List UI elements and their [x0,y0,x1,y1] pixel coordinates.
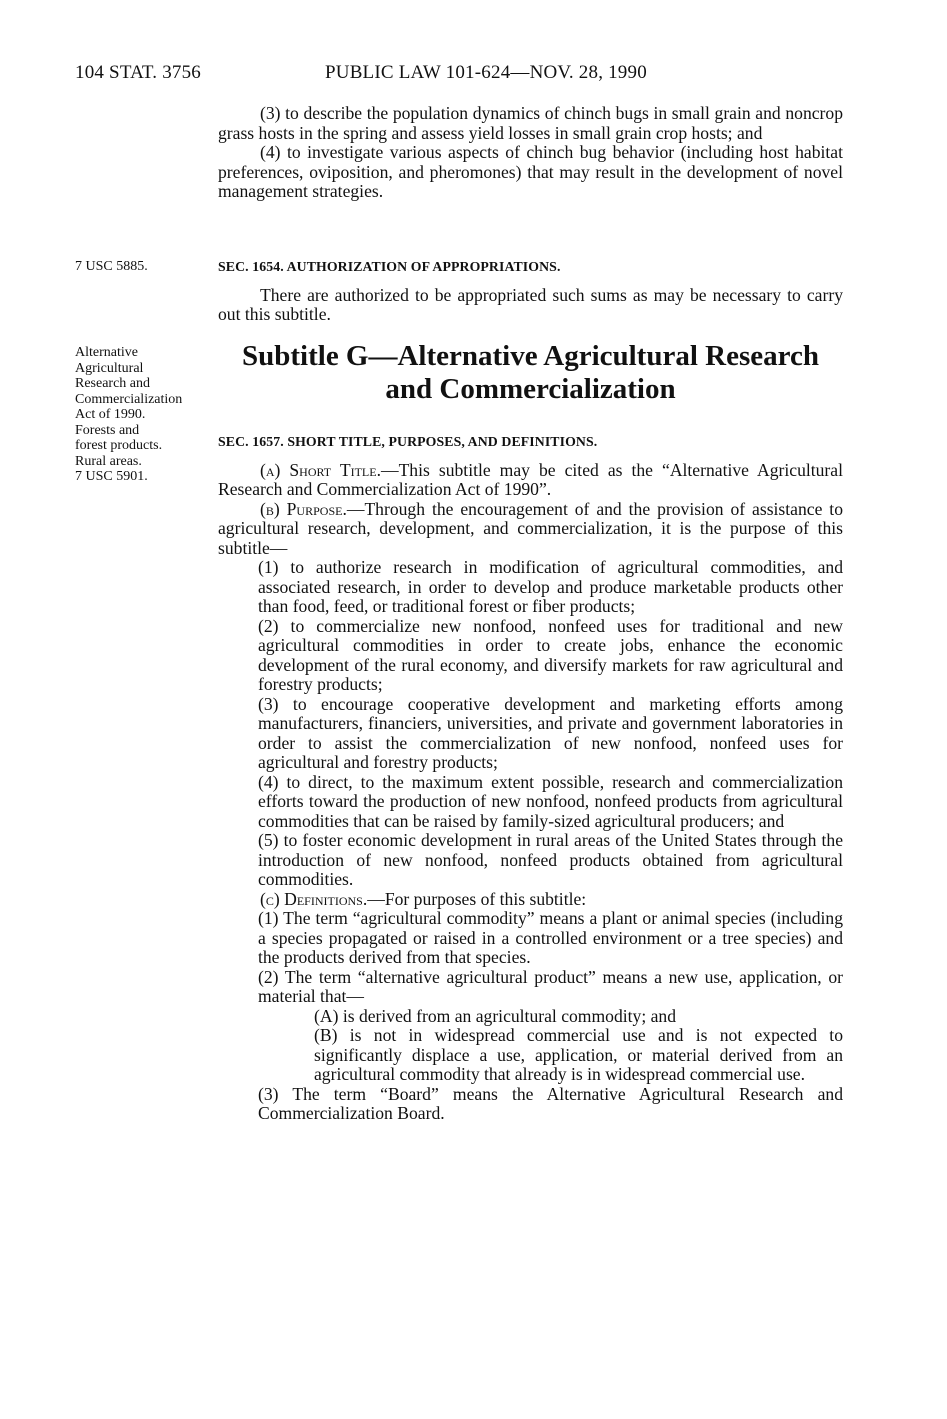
section-1657 [218,432,843,1124]
margin-note-line: forest products. [75,438,163,453]
subtitle-line-2: and Commercialization [385,373,676,405]
subsection-c [218,890,843,910]
subtitle-heading [218,340,843,406]
purpose-item-2: (2) to commercialize new nonfood, nonfeed uses for traditional and new agricultural commodities in order to create jobs, enhance the economic development of the rural economy, and diversify markets for raw agricultural and forestry products; [258,615,843,694]
purpose-item-1: (1) to authorize research in modification of agricultural commodities, and associated research, in order to develop and produce marketable products other than food, feed, or traditional forest or fiber products; [258,557,843,616]
margin-note-line: Research and [75,376,151,391]
definition-1: (1) The term “agricultural commodity” means a plant or animal species (including a species propagated or raised in a controlled environment or a tree species) and the products derived from that species. [258,908,843,967]
purpose-item-4: (4) to direct, to the maximum extent possible, research and commercialization efforts toward the production of new nonfood, nonfeed products from agricultural commodities that can be raised by family-sized agricultural producers; and [258,771,843,831]
margin-note-line: Rural areas. [75,453,142,469]
margin-note-usc-5885: 7 USC 5885. [75,259,148,274]
subsection-b-label: (b) Purpose. [260,498,347,519]
margin-note-line: Commercialization [75,391,183,407]
definition-3: (3) The term “Board” means the Alternative Agricultural Research and Commercialization Board. [258,1083,843,1123]
definition-2-A: (A) is derived from an agricultural commodity; and [314,1005,677,1026]
subsection-a [218,461,843,500]
subtitle-line-1: Subtitle G—Alternative Agricultural Research [242,340,819,372]
subsection-c-text: —For purposes of this subtitle: [367,888,587,909]
definition-2: (2) The term “alternative agricultural product” means a new use, application, or material that— [258,966,843,1006]
section-1654 [218,257,843,325]
subsection-c-label: (c) Definitions. [260,888,368,909]
definition-2-B: (B) is not in widespread commercial use and is not expected to significantly displace a use, application, or material derived from an agricultural commodity that already is in widespread commercial use. [314,1025,843,1084]
margin-note-line: Agricultural [75,360,144,376]
subsection-a-label: (a) Short Title. [260,459,381,480]
margin-note-line: Act of 1990. [75,407,146,422]
subsection-a-text: —This subtitle may be cited as the “Alternative Agricultural Research and Commercialization Act of 1990”. [218,459,843,499]
paragraph-item-3: (3) to describe the population dynamics of chinch bugs in small grain and noncrop grass hosts in the spring and assess yield losses in small grain crop hosts; and [218,103,843,143]
purpose-item-3: (3) to encourage cooperative development and marketing efforts among manufacturers, financiers, universities, and private and government laboratories in order to assist the commercialization of new nonfood, nonfeed uses for agricultural and forestry products; [258,693,843,772]
margin-note-act-reference [75,345,182,485]
section-1654-heading: SEC. 1654. AUTHORIZATION OF APPROPRIATIONS. [218,259,561,274]
margin-note-line: 7 USC 5901. [75,469,148,484]
subsection-b-text: —Through the encouragement of and the provision of assistance to agricultural research, development, and commercialization, it is the purpose of this subtitle— [218,498,843,558]
margin-note-line: Alternative [75,345,138,360]
running-head: PUBLIC LAW 101-624—NOV. 28, 1990 [325,62,647,83]
continuation-block [218,104,843,202]
margin-note-line: Forests and [75,422,140,438]
section-1657-heading: SEC. 1657. SHORT TITLE, PURPOSES, AND DEFINITIONS. [218,434,598,449]
subsection-b [218,500,843,559]
page-number: 104 STAT. 3756 [75,62,202,83]
paragraph-item-4: (4) to investigate various aspects of chinch bug behavior (including host habitat preferences, oviposition, and pheromones) that may result in the development of novel management strategies. [218,142,843,201]
purpose-item-5: (5) to foster economic development in rural areas of the United States through the introduction of new nonfood, nonfeed products obtained from agricultural commodities. [258,830,843,889]
section-1654-text: There are authorized to be appropriated such sums as may be necessary to carry out this subtitle. [218,284,843,324]
